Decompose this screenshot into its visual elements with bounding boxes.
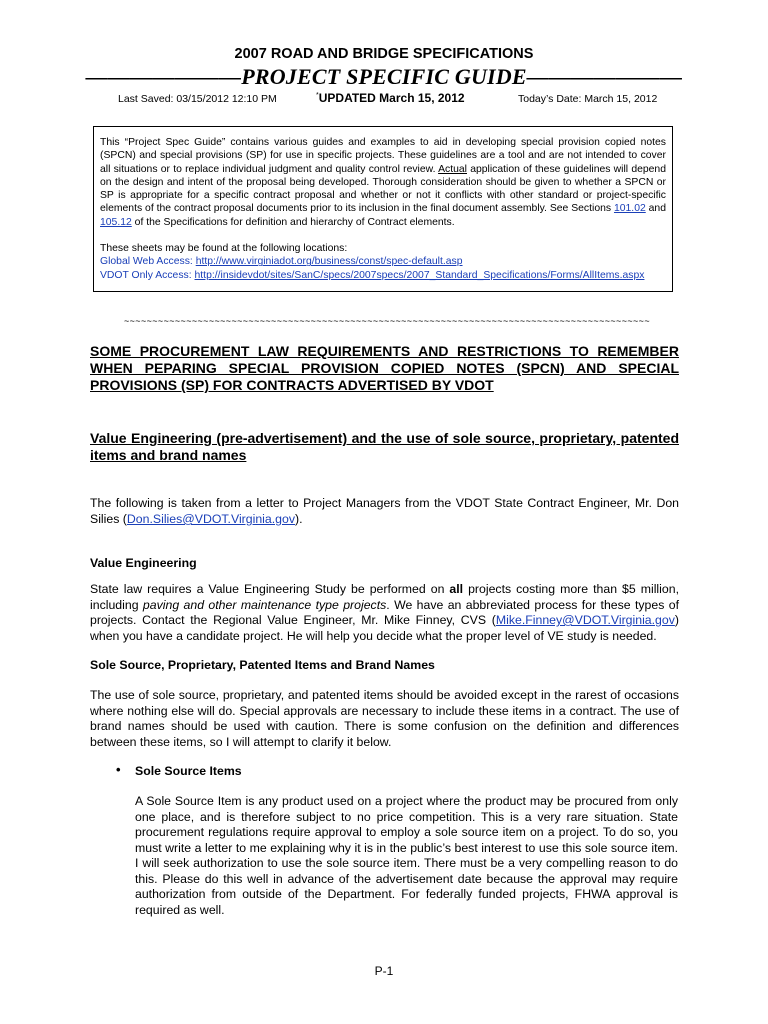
value-engineering-paragraph: [90, 582, 679, 644]
updated-mark: *: [316, 92, 319, 99]
box-paragraph-1: [100, 136, 666, 229]
mike-finney-email-link[interactable]: Mike.Finney@VDOT.Virginia.gov: [495, 613, 675, 627]
updated-date: [316, 91, 465, 105]
section-101-02-link[interactable]: 101.02: [613, 203, 646, 215]
global-access-link[interactable]: http://www.virginiadot.org/business/const/spec-default.asp: [195, 256, 463, 268]
value-engineering-heading: Value Engineering: [90, 556, 197, 570]
box-and: and: [645, 203, 666, 215]
document-title: 2007 ROAD AND BRIDGE SPECIFICATIONS: [234, 46, 534, 62]
guide-info-box: [93, 126, 673, 292]
updated-text: UPDATED March 15, 2012: [318, 91, 465, 105]
box-text-b: application of these guidelines will depend on the design and intent of the proposal being developed. Thorough consideration should be given to whether a SPCN or SP is appropriate for a specific contract proposal and whether or not it conflicts with other standard or project-specific elements of the contract proposal documents prior to its inclusion in the final document assembly. See Sections: [100, 163, 666, 215]
sole-source-heading: Sole Source, Proprietary, Patented Items and Brand Names: [90, 658, 435, 672]
guide-title: ———————PROJECT SPECIFIC GUIDE———————: [85, 64, 683, 89]
value-engineering-section-heading: Value Engineering (pre-advertisement) and the use of sole source, proprietary, patented items and brand names: [90, 430, 679, 463]
box-locations-text: These sheets may be found at the following locations:: [100, 243, 348, 255]
ve-italic: paving and other maintenance type projects: [142, 597, 387, 612]
global-access-label: Global Web Access:: [100, 256, 196, 268]
tilde-separator: ~~~~~~~~~~~~~~~~~~~~~~~~~~~~~~~~~~~~~~~~~~~~~~~~~~~~~~~~~~~~~~~~~~~~~~~~~~~~~~~~~~~~~~~~~~~~~: [124, 316, 650, 326]
ve-text-2: projects costing more than $5 million, including: [90, 582, 679, 612]
bullet-icon: •: [116, 762, 121, 777]
intro-text: The following is taken from a letter to Project Managers from the VDOT State Contract Engineer, Mr. Don Silies (: [90, 496, 679, 526]
section-105-12-link[interactable]: 105.12: [100, 216, 132, 228]
ve-text-3: . We have an abbreviated process for these types of projects. Contact the Regional Value Engineer, Mr. Mike Finney, CVS (: [90, 597, 680, 627]
don-silies-email-link[interactable]: Don.Silies@VDOT.Virginia.gov: [126, 512, 295, 526]
ve-text-4: ) when you have a candidate project. He will help you decide what the proper level of VE study is needed.: [90, 613, 679, 643]
todays-date: Today’s Date: March 15, 2012: [518, 93, 658, 105]
procurement-heading: SOME PROCUREMENT LAW REQUIREMENTS AND RESTRICTIONS TO REMEMBER WHEN PEPARING SPECIAL PROVISION COPIED NOTES (SPCN) AND SPECIAL PROVISIONS (SP) FOR CONTRACTS ADVERTISED BY VDOT: [90, 343, 679, 393]
vdot-access-link[interactable]: http://insidevdot/sites/SanC/specs/2007specs/2007_Standard_Specifications/Forms/AllItems.aspx: [194, 269, 645, 281]
sole-source-paragraph: The use of sole source, proprietary, and patented items should be avoided except in the rarest of occasions where nothing else will do. Special approvals are necessary to include these items in a contract. The use of brand names should be used with caution. There is some confusion on the definition and differences between these items, so I will attempt to clarify it below.: [90, 688, 679, 749]
ve-all: all: [449, 582, 464, 596]
sole-source-items-heading: Sole Source Items: [135, 764, 242, 778]
intro-end: ).: [295, 512, 303, 526]
intro-paragraph: [90, 495, 679, 527]
vdot-access-label: VDOT Only Access:: [100, 269, 195, 281]
box-actual: Actual: [438, 163, 467, 175]
box-text-c: of the Specifications for definition and hierarchy of Contract elements.: [131, 216, 455, 228]
page-number: P-1: [374, 964, 394, 978]
box-paragraph-2: [100, 242, 666, 282]
box-text-a: This “Project Spec Guide” contains various guides and examples to aid in developing special provision copied notes (SPCN) and special provisions (SP) for use in specific projects. These guidelines are a tool and are not intended to cover all situations or to replace individual judgment and quality control review.: [100, 137, 666, 175]
ve-text-1: State law requires a Value Engineering Study be performed on: [90, 582, 450, 596]
sole-source-items-paragraph: A Sole Source Item is any product used on a project where the product may be procured from only one place, and is therefore subject to no price competition. This is a very rare situation. State procurement regulations require approval to employ a sole source item on a project. To do so, you must write a letter to me explaining why it is in the public’s best interest to use this sole source item. I will seek authorization to use the sole source item. There must be a very compelling reason to do this. Please do this well in advance of the advertisement date because the approval may require authorization from outside of the Department. For federally funded projects, FHWA approval is required as well.: [135, 794, 678, 917]
last-saved: Last Saved: 03/15/2012 12:10 PM: [118, 93, 277, 105]
